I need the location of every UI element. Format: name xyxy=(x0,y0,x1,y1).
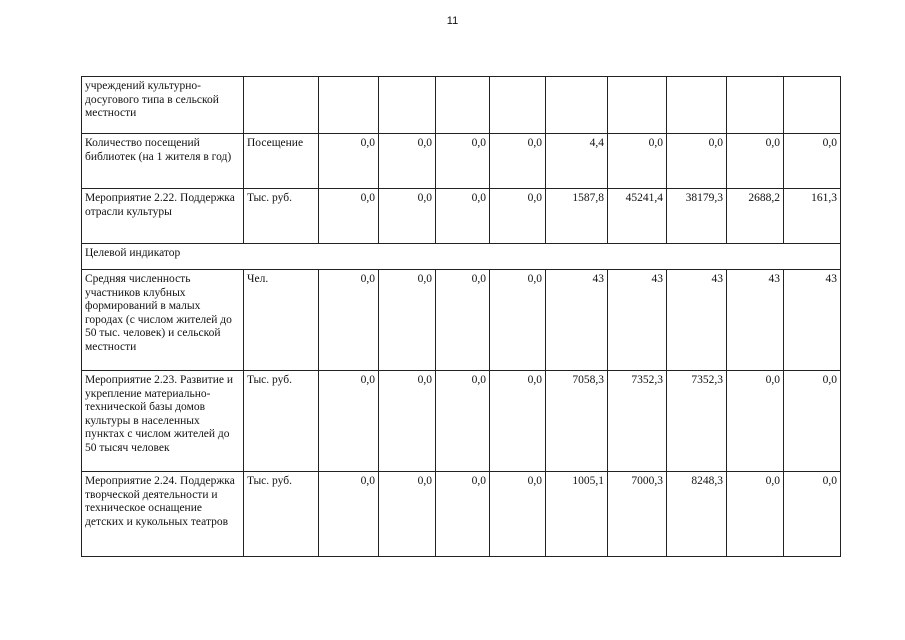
row-value: 0,0 xyxy=(784,371,841,472)
row-value: 43 xyxy=(727,270,784,371)
row-value: 43 xyxy=(546,270,608,371)
table-row xyxy=(82,134,841,189)
row-value: 0,0 xyxy=(436,270,490,371)
row-value: 161,3 xyxy=(784,189,841,244)
row-value: 0,0 xyxy=(319,371,379,472)
row-value: 43 xyxy=(667,270,727,371)
row-value: 7352,3 xyxy=(667,371,727,472)
section-heading: Целевой индикатор xyxy=(82,244,841,270)
row-value: 0,0 xyxy=(436,134,490,189)
row-value: 0,0 xyxy=(319,134,379,189)
row-value: 0,0 xyxy=(608,134,667,189)
table-row xyxy=(82,77,841,134)
row-value xyxy=(784,77,841,134)
row-name: Количество посещений библиотек (на 1 жителя в год) xyxy=(82,134,244,189)
row-value: 0,0 xyxy=(784,472,841,557)
row-unit: Тыс. руб. xyxy=(244,189,319,244)
row-value: 4,4 xyxy=(546,134,608,189)
row-value: 1005,1 xyxy=(546,472,608,557)
page-number: 11 xyxy=(446,15,459,27)
row-value: 38179,3 xyxy=(667,189,727,244)
row-value: 7058,3 xyxy=(546,371,608,472)
row-value: 0,0 xyxy=(436,189,490,244)
row-value: 0,0 xyxy=(379,189,436,244)
row-unit: Чел. xyxy=(244,270,319,371)
row-value xyxy=(727,77,784,134)
row-value: 0,0 xyxy=(319,472,379,557)
row-value: 43 xyxy=(784,270,841,371)
row-value: 0,0 xyxy=(490,371,546,472)
row-name: Средняя численность участников клубных формирований в малых городах (с числом жителей до 50 тыс. человек) и сельской местности xyxy=(82,270,244,371)
row-value: 0,0 xyxy=(490,189,546,244)
row-value xyxy=(319,77,379,134)
table-row xyxy=(82,189,841,244)
row-value: 0,0 xyxy=(319,270,379,371)
row-value: 0,0 xyxy=(490,472,546,557)
row-value: 0,0 xyxy=(490,270,546,371)
row-unit xyxy=(244,77,319,134)
row-value: 45241,4 xyxy=(608,189,667,244)
row-value: 0,0 xyxy=(490,134,546,189)
row-value: 0,0 xyxy=(379,371,436,472)
section-row xyxy=(82,244,841,270)
row-value: 8248,3 xyxy=(667,472,727,557)
row-value: 0,0 xyxy=(727,371,784,472)
row-name: Мероприятие 2.23. Развитие и укрепление материально-технической базы домов культуры в населенных пунктах с числом жителей до 50 тысяч человек xyxy=(82,371,244,472)
row-value: 0,0 xyxy=(727,134,784,189)
row-value: 0,0 xyxy=(379,472,436,557)
row-value xyxy=(436,77,490,134)
row-value: 2688,2 xyxy=(727,189,784,244)
row-value xyxy=(546,77,608,134)
table-row xyxy=(82,472,841,557)
row-value: 7000,3 xyxy=(608,472,667,557)
row-value: 0,0 xyxy=(379,270,436,371)
row-value xyxy=(667,77,727,134)
row-value: 7352,3 xyxy=(608,371,667,472)
row-unit: Посещение xyxy=(244,134,319,189)
row-value: 0,0 xyxy=(379,134,436,189)
row-name: Мероприятие 2.24. Поддержка творческой деятельности и техническое оснащение детских и кукольных театров xyxy=(82,472,244,557)
table-row xyxy=(82,371,841,472)
row-value: 1587,8 xyxy=(546,189,608,244)
row-name: Мероприятие 2.22. Поддержка отрасли культуры xyxy=(82,189,244,244)
indicators-table xyxy=(81,76,841,557)
row-value: 0,0 xyxy=(319,189,379,244)
row-value: 0,0 xyxy=(667,134,727,189)
row-name: учреждений культурно-досугового типа в сельской местности xyxy=(82,77,244,134)
row-value: 0,0 xyxy=(784,134,841,189)
row-value: 0,0 xyxy=(436,472,490,557)
row-unit: Тыс. руб. xyxy=(244,371,319,472)
row-value xyxy=(490,77,546,134)
table-row xyxy=(82,270,841,371)
row-unit: Тыс. руб. xyxy=(244,472,319,557)
row-value: 0,0 xyxy=(727,472,784,557)
row-value xyxy=(379,77,436,134)
row-value: 0,0 xyxy=(436,371,490,472)
row-value xyxy=(608,77,667,134)
row-value: 43 xyxy=(608,270,667,371)
